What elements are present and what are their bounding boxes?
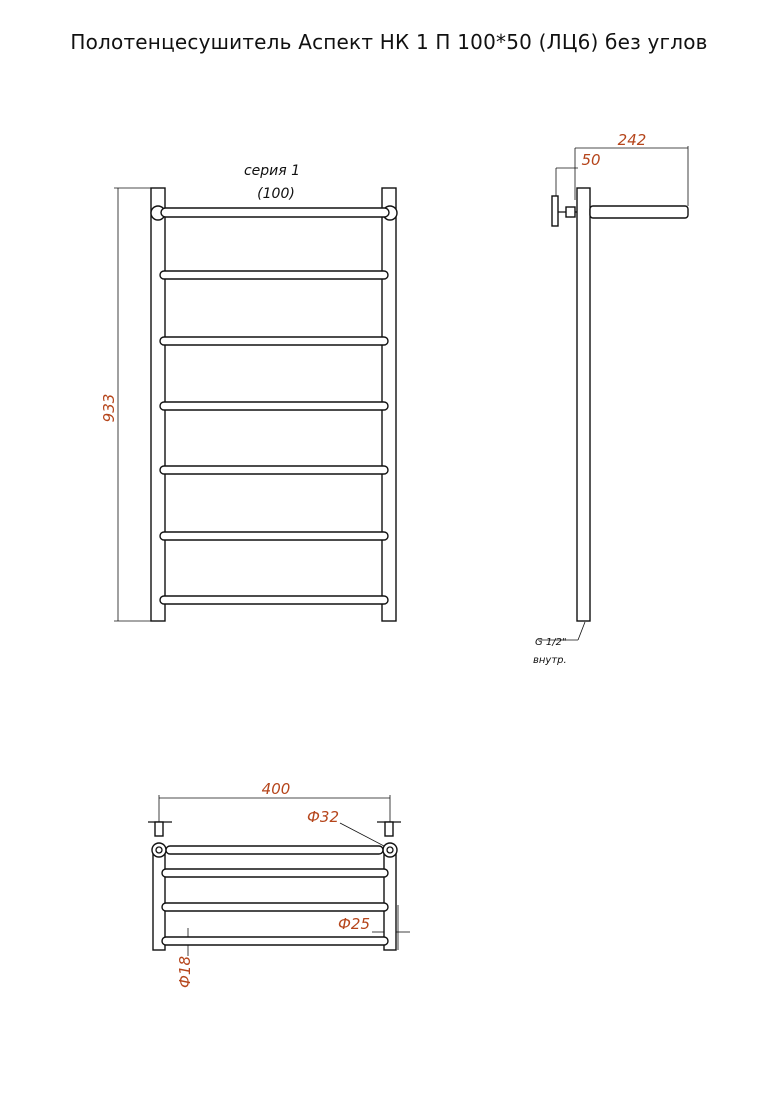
- thread-sublabel: внутр.: [533, 655, 567, 666]
- right-connector: [383, 843, 397, 857]
- side-arm: [590, 206, 688, 218]
- thread-label: G 1/2": [535, 637, 567, 648]
- depth-dimension-label: 242: [617, 131, 647, 149]
- top-view-rail: [162, 903, 388, 911]
- right-bracket: [385, 822, 393, 836]
- side-riser: [577, 188, 590, 621]
- top-view-rail: [162, 869, 388, 877]
- riser-diameter-label: Ф25: [338, 915, 370, 933]
- height-dimension: [114, 188, 151, 621]
- series-sublabel: (100): [257, 186, 295, 202]
- outer-diameter-label: Ф32: [307, 808, 339, 826]
- width-dimension: [159, 795, 390, 822]
- drawing-title: Полотенцесушитель Аспект НК 1 П 100*50 (ЛЦ6) без углов: [70, 30, 708, 54]
- top-right-riser: [384, 848, 396, 950]
- side-view: [533, 131, 688, 666]
- rung: [160, 596, 388, 604]
- left-bracket: [155, 822, 163, 836]
- bracket-nut: [566, 207, 575, 217]
- series-label: серия 1: [243, 163, 301, 179]
- front-view: [100, 163, 397, 621]
- rung-diameter-label: Ф18: [176, 956, 194, 988]
- top-rail: [161, 208, 389, 217]
- rung: [160, 532, 388, 540]
- rungs: [160, 271, 388, 604]
- top-view-rail: [166, 846, 383, 854]
- rung: [160, 271, 388, 279]
- rung: [160, 337, 388, 345]
- offset-dimension-label: 50: [581, 151, 601, 169]
- width-dimension-label: 400: [261, 780, 291, 798]
- height-dimension-label: 933: [100, 393, 118, 423]
- top-view-rail: [162, 937, 388, 945]
- top-left-riser: [153, 848, 165, 950]
- rung: [160, 466, 388, 474]
- rung: [160, 402, 388, 410]
- left-connector: [152, 843, 166, 857]
- top-view: [148, 780, 410, 988]
- wall-plate: [552, 196, 558, 226]
- depth-dimension: [556, 146, 688, 206]
